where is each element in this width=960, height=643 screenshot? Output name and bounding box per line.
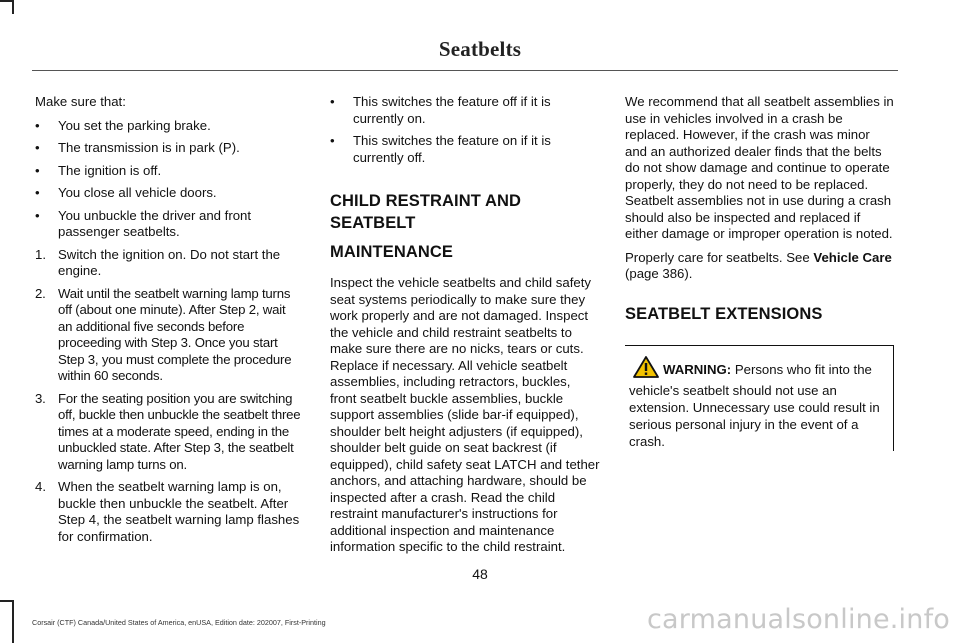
- list-item: • You unbuckle the driver and front passenger seatbelts.: [35, 207, 252, 239]
- vehicle-care-link[interactable]: Vehicle Care: [813, 249, 892, 265]
- list-item: • You set the parking brake.: [35, 117, 211, 133]
- footer-edition: Corsair (CTF) Canada/United States of America, enUSA, Edition date: 202007, First-Printing: [32, 618, 326, 627]
- step-item: 3. For the seating position you are switching off, buckle then unbuckle the seatbelt three times at a moderate speed, ending in the unbuckled state. After Step 3, the seatbelt warning lamp turns on.: [35, 390, 301, 472]
- crop-mark-bottom-left-v: [12, 600, 14, 643]
- page-title: Seatbelts: [438, 37, 522, 61]
- warning-box: [625, 345, 894, 451]
- page-number: 48: [472, 566, 488, 582]
- column-left: [35, 94, 303, 551]
- section-heading-maintenance: CHILD RESTRAINT AND SEATBELT MAINTENANCE: [330, 192, 522, 261]
- care-reference: Properly care for seatbelts. See Vehicle Care (page 386).: [625, 249, 892, 281]
- intro-text: Make sure that:: [35, 94, 126, 109]
- step-item: 2. Wait until the seatbelt warning lamp turns off (about one minute). After Step 2, wait an additional five seconds before proceeding with Step 3. Once you start Step 3, you must complete the procedure within 60 seconds.: [35, 285, 292, 383]
- list-item: • The transmission is in park (P).: [35, 140, 240, 155]
- warning-triangle-icon: [633, 356, 659, 382]
- list-item: • This switches the feature off if it is currently on.: [330, 94, 551, 126]
- list-item: • The ignition is off.: [35, 162, 162, 178]
- step-item: 4. When the seatbelt warning lamp is on, buckle then unbuckle the seatbelt. After Step 4, the seatbelt warning lamp flashes for confirmation.: [35, 479, 300, 544]
- column-middle: [330, 94, 600, 563]
- header-divider: [32, 70, 898, 71]
- section-heading-extensions: SEATBELT EXTENSIONS: [625, 304, 823, 323]
- maintenance-body: Inspect the vehicle seatbelts and child safety seat systems periodically to make sure they work properly and are not damaged. Inspect the vehicle and child restraint seatbelts to make sure there are no nicks, tears or cuts. Replace if necessary. All vehicle seatbelt assemblies, including retractors, buckles, front seatbelt buckle assemblies, buckle support assemblies (slide bar-if equipped), shoulder belt height adjusters (if equipped), shoulder belt guide on seat backrest (if equipped), child safety seat LATCH and tether anchors, and attaching hardware, should be inspected after a crash. Read the child restraint manufacturer's instructions for additional inspection and maintenance information specific to the child restraint.: [330, 275, 600, 554]
- step-item: 1. Switch the ignition on. Do not start the engine.: [35, 246, 281, 278]
- replacement-paragraph: We recommend that all seatbelt assemblies in use in vehicles involved in a crash be replaced. However, if the crash was minor and an authorized dealer finds that the belts do not show damage and continue to operate properly, they do not need to be replaced. Seatbelt assemblies not in use during a crash should also be inspected and replaced if either damage or improper operation is noted.: [625, 94, 894, 241]
- watermark: carmanualsonline.info: [647, 604, 950, 635]
- list-item: • This switches the feature on if it is currently off.: [330, 133, 551, 165]
- crop-mark-top-left-v: [12, 0, 14, 14]
- warning-label: WARNING:: [663, 361, 732, 377]
- warning-text: Persons who fit into the vehicle's seatbelt should not use an extension. Unnecessary use could result in serious personal injury in the event of a crash.: [629, 361, 880, 449]
- list-item: • You close all vehicle doors.: [35, 185, 217, 200]
- column-right: [625, 94, 895, 451]
